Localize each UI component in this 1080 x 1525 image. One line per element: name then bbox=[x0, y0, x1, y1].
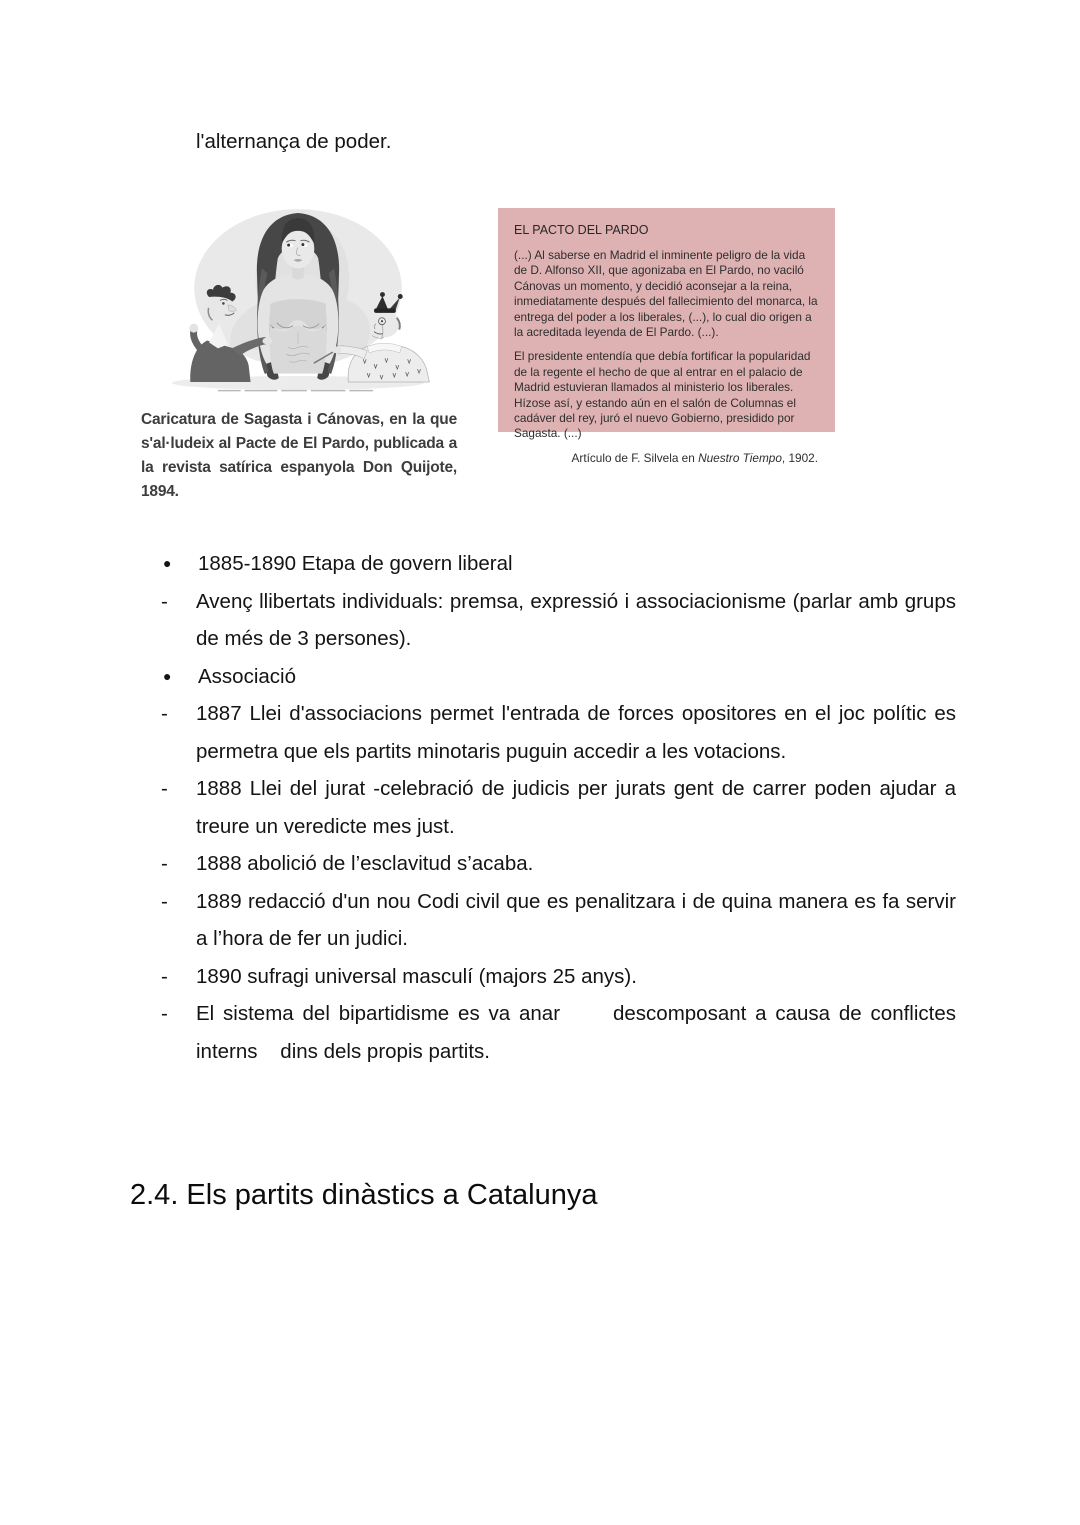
list-marker: - bbox=[161, 964, 168, 988]
list-text: Avenç llibertats individuals: premsa, expressió i associacionisme (parlar amb grups de més de 3 persones). bbox=[196, 589, 956, 650]
list-marker: - bbox=[161, 889, 168, 913]
woman-figure bbox=[257, 213, 339, 380]
list-item bbox=[161, 695, 956, 770]
list-item bbox=[161, 583, 956, 658]
caricature-image bbox=[135, 199, 461, 397]
list-marker: - bbox=[161, 1002, 168, 1025]
list-marker: - bbox=[161, 852, 168, 875]
attribution-suffix: , 1902. bbox=[781, 450, 818, 465]
list-text: Associació bbox=[198, 664, 296, 688]
section-heading: 2.4. Els partits dinàstics a Catalunya bbox=[130, 1179, 598, 1211]
list-text: 1889 redacció d'un nou Codi civil que es penalitzara i de quina manera es fa servir a l’hora de fer un judici. bbox=[196, 889, 956, 950]
list-item bbox=[161, 958, 956, 996]
list-item bbox=[161, 545, 956, 583]
list-text: 1890 sufragi universal masculí (majors 25 anys). bbox=[196, 964, 637, 988]
list-item bbox=[161, 770, 956, 845]
intro-paragraph: l'alternança de poder. bbox=[196, 130, 392, 153]
list-item bbox=[161, 995, 956, 1070]
figure-caricature bbox=[135, 199, 461, 504]
list-marker: ● bbox=[163, 667, 172, 684]
list-marker: - bbox=[161, 589, 168, 613]
list-text: 1885-1890 Etapa de govern liberal bbox=[198, 552, 513, 575]
list-item bbox=[161, 658, 956, 696]
pacto-box bbox=[498, 208, 835, 465]
pacto-title: EL PACTO DEL PARDO bbox=[514, 223, 649, 237]
pacto-attribution bbox=[514, 451, 818, 465]
list-marker: - bbox=[161, 777, 168, 800]
pacto-paragraph-2: El presidente entendía que debía fortificar la popularidad de la regente el hecho de que al entrar en el palacio de Madrid estuvieran llamados al ministerio los liberales. Hízose así, y estando aún en el salón de Columnas el cadáver del rey, juró el nuevo Gobierno, presidido por Sagasta. (...) bbox=[514, 349, 811, 441]
pacto-paragraph-1: (...) Al saberse en Madrid el inminente peligro de la vida de D. Alfonso XII, que agonizaba en El Pardo, no vaciló Cánovas un momento, y decidió aconsejar a la reina, inmediatamente después del fallecimiento del monarca, la entrega del poder a los liberales, (...), lo cual dio origen a la acreditada leyenda de El Pardo. (...). bbox=[514, 248, 818, 340]
list-marker: - bbox=[161, 702, 168, 725]
list-marker: ● bbox=[163, 555, 172, 571]
list-item bbox=[161, 845, 956, 883]
list-text: 1888 abolició de l’esclavitud s’acaba. bbox=[196, 852, 534, 875]
list-text: 1888 Llei del jurat -celebració de judicis per jurats gent de carrer poden ajudar a treure un veredicte mes just. bbox=[196, 777, 956, 838]
bullet-list bbox=[161, 545, 956, 1070]
list-item bbox=[161, 883, 956, 958]
list-text: El sistema del bipartidisme es va anar descomposant a causa de conflictes interns dins dels propis partits. bbox=[196, 1002, 956, 1063]
figure-caption: Caricatura de Sagasta i Cánovas, en la que s'al·ludeix al Pacte de El Pardo, publicada a la revista satírica espanyola Don Quijote, 1894. bbox=[141, 411, 457, 500]
list-text: 1887 Llei d'associacions permet l'entrada de forces opositores en el joc polític es permetra que els partits minotaris puguin accedir a les votacions. bbox=[196, 702, 956, 763]
attribution-source: Nuestro Tiempo bbox=[698, 450, 782, 465]
attribution-prefix: Artículo de F. Silvela en bbox=[571, 450, 699, 465]
